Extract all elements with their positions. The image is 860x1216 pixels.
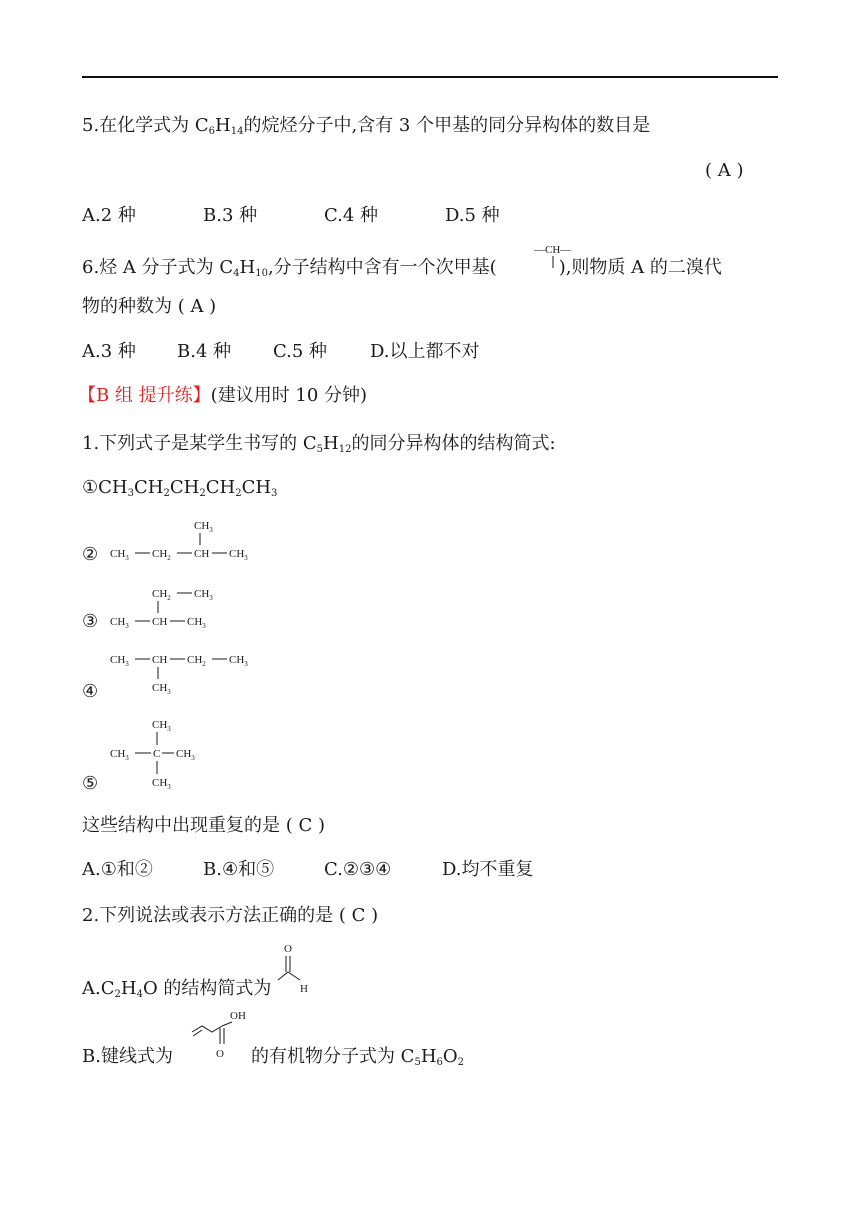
q6-line2: 物的种数为 ( A ) [82,296,217,317]
s3-ch3-left: $CH_3$ [110,616,129,630]
q6-stem: 6.烃 A 分子式为 $C_4H_{10}$,分子结构中含有一个次甲基( ),则物质 A 的二溴代 [82,257,722,279]
acid-o: O [216,1048,224,1060]
q6-option-c: C.5 种 [273,341,328,362]
structure-3 [108,582,268,636]
section-b-time-note: (建议用时 10 分钟) [210,385,368,406]
structure-2 [108,514,268,568]
acid-oh: OH [230,1010,246,1022]
q5-stem: 5.在化学式为 $C_6H_{14}$的烷烃分子中,含有 3 个甲基的同分异构体的数目是 [82,115,651,137]
section-b-header [78,384,367,408]
b1-structure-1: $①CH_3CH_2CH_2CH_2CH_3$ [82,477,278,499]
methine-label: —CH— [534,244,572,256]
structure-5 [108,712,228,796]
s2-ch: CH [194,548,210,560]
svg-text:CH3: $CH_3$ [194,520,213,534]
s4-ch2: $CH_2$ [187,654,206,668]
q6-options [82,340,480,364]
s2-ch3-right: $CH_3$ [229,548,248,562]
s5-ch3-bottom: $CH_3$ [152,777,171,791]
b1-option-a: A.①和② [82,859,153,880]
s4-ch: CH [152,654,168,666]
s3-ch: CH [152,616,168,628]
s4-ch3-left: $CH_3$ [110,654,129,668]
crotonic-acid-skeletal-structure [188,1006,268,1070]
section-b-title: 【B 组 提升练】 [78,385,211,406]
b1-option-d: D.均不重复 [442,859,534,880]
s3-ch3-right: $CH_3$ [187,616,206,630]
s2-ch3-left: $CH_3$ [110,548,129,562]
aldehyde-h: H [300,983,308,995]
q5-answer: ( A ) [705,160,744,181]
b1-stem: 1.下列式子是某学生书写的 $C_5H_{12}$的同分异构体的结构简式: [82,433,556,455]
b1-marker-4: ④ [82,681,99,702]
header-rule [82,76,778,78]
b2-option-b: B.键线式为 的有机物分子式为 $C_5H_6O_2$ [82,1046,465,1068]
s2-ch2: $CH_2$ [152,548,171,562]
s5-c: C [153,748,161,760]
q5-option-b: B.3 种 [203,205,258,226]
acetaldehyde-skeletal-structure [276,938,326,1002]
s4-ch3-bottom: $CH_3$ [152,682,171,696]
q5-option-c: C.4 种 [324,205,379,226]
aldehyde-o: O [284,943,292,955]
s4-ch3-right: $CH_3$ [229,654,248,668]
q6-option-b: B.4 种 [177,341,232,362]
s5-ch3-top: $CH_3$ [152,719,171,733]
s2-ch3-top [194,520,213,534]
q5-options [82,204,500,228]
b1-option-c: C.②③④ [324,859,392,880]
q5-option-d: D.5 种 [445,205,500,226]
s5-ch3-left: $CH_3$ [110,748,129,762]
structure-4 [108,647,268,701]
q6-option-a: A.3 种 [82,341,136,362]
b1-marker-2: ② [82,544,99,565]
methine-group-structure [532,242,592,276]
b1-options [82,858,534,882]
b1-marker-3: ③ [82,611,99,632]
s5-ch3-right: $CH_3$ [176,748,195,762]
s3-ch3-top: $CH_3$ [194,588,213,602]
b2-option-a: $A.C_2H_4O$ 的结构简式为 [82,978,272,1000]
b2-stem: 2.下列说法或表示方法正确的是 ( C ) [82,905,379,926]
s3-ch2-top: $CH_2$ [152,588,171,602]
b1-marker-5: ⑤ [82,773,99,794]
b1-option-b: B.④和⑤ [203,859,275,880]
q5-option-a: A.2 种 [82,205,136,226]
q6-option-d: D.以上都不对 [370,341,480,362]
b1-repeat-question: 这些结构中出现重复的是 ( C ) [82,815,325,836]
